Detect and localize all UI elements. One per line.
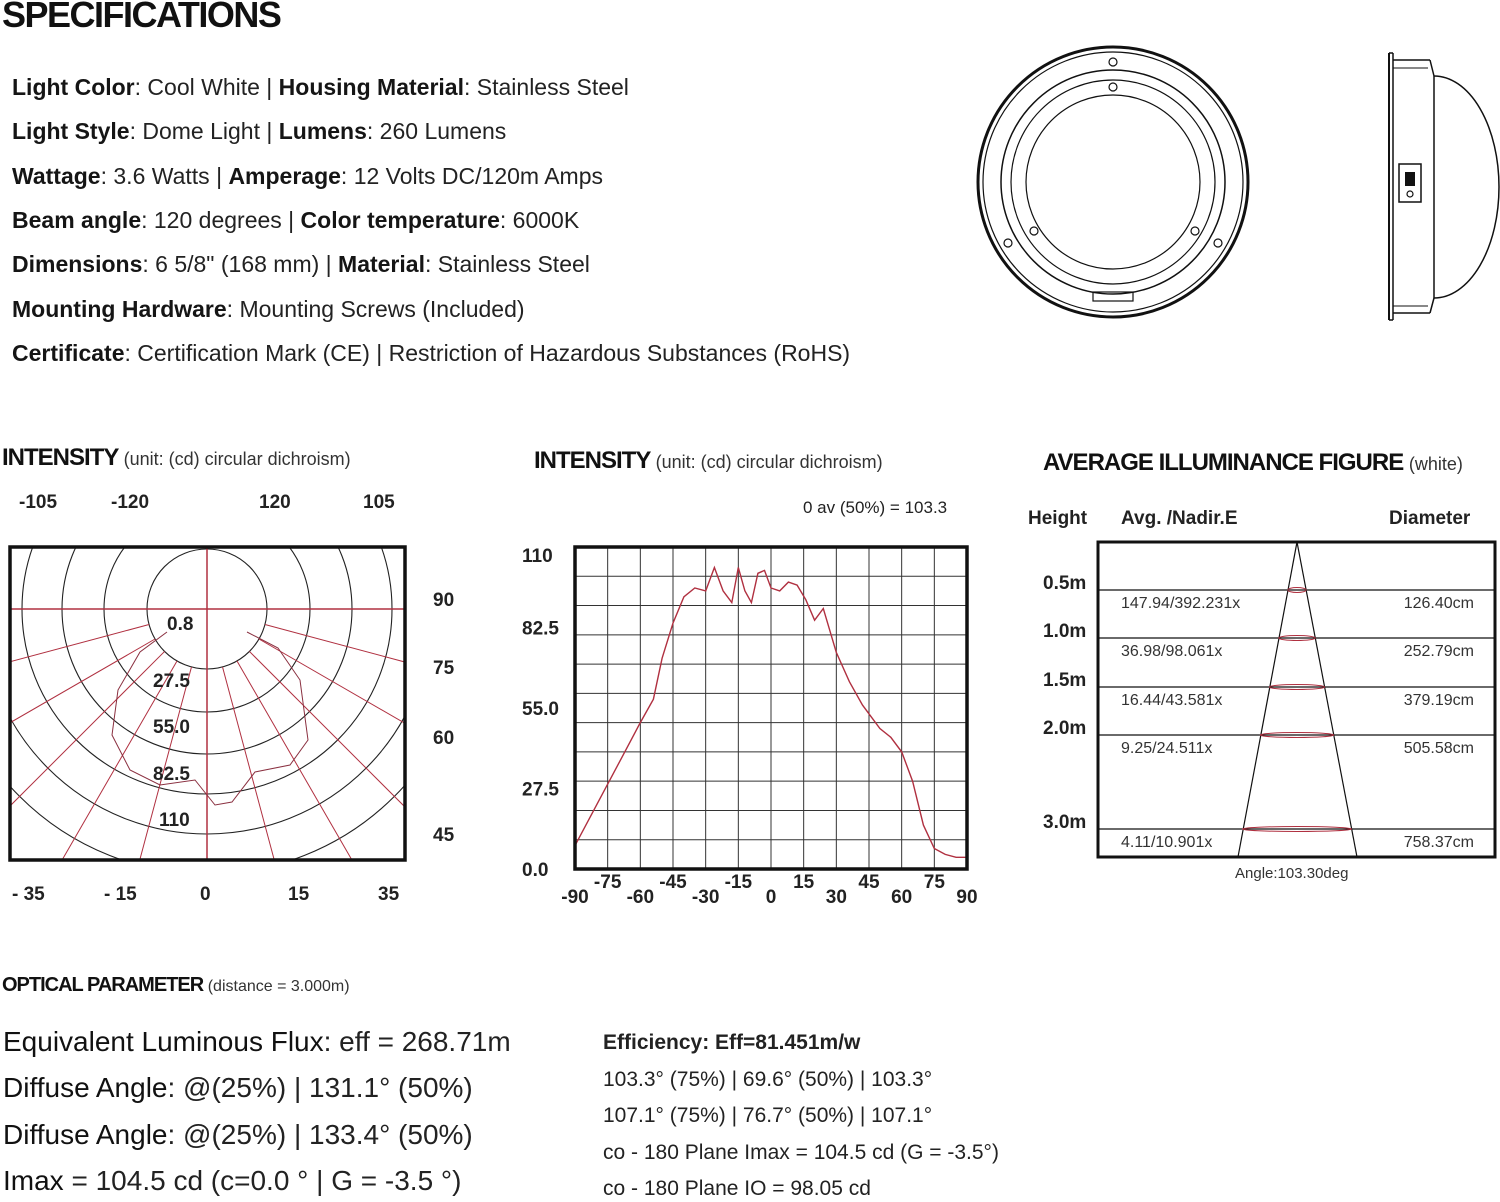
illuminance-heading: AVERAGE ILLUMINANCE FIGURE (white)	[1043, 449, 1463, 476]
polar-spoke	[0, 625, 149, 739]
optical-row	[3, 1072, 473, 1104]
diameter-value: 505.58cm	[1403, 740, 1474, 757]
optical-right-row: 103.3° (75%) | 69.6° (50%) | 103.3°	[603, 1068, 933, 1091]
diameter-value: 379.19cm	[1403, 692, 1474, 709]
spec-key: Light Color	[12, 74, 135, 100]
screw-hole	[1109, 58, 1117, 66]
spec-key: Light Style	[12, 118, 130, 145]
polar-top-label: -105	[19, 492, 58, 513]
polar-spoke	[249, 651, 420, 870]
diameter-value: 252.79cm	[1403, 643, 1474, 660]
x-tick-label: -75	[593, 872, 622, 893]
polar-spoke	[223, 667, 337, 870]
polar-grid	[0, 540, 420, 870]
x-tick-label: 75	[923, 872, 945, 893]
polar-bottom-label: 15	[288, 884, 310, 905]
polar-spoke	[0, 651, 165, 870]
polar-ring-label: 55.0	[153, 717, 190, 738]
polar-bottom-label: 35	[378, 884, 400, 905]
avg-value: 36.98/98.061x	[1121, 643, 1223, 660]
diameter-value: 126.40cm	[1403, 595, 1474, 612]
x-tick-label: 60	[891, 887, 913, 908]
line-chart-heading: INTENSITY (unit: (cd) circular dichroism)	[534, 447, 883, 474]
spec-key: Housing Material	[278, 74, 464, 100]
x-tick-label: -30	[691, 887, 720, 908]
spec-row	[12, 249, 590, 279]
polar-bottom-label: - 15	[104, 884, 137, 905]
x-tick-label: -45	[659, 872, 687, 893]
spec-value: : 6000K	[499, 206, 580, 233]
polar-ring-label: 82.5	[153, 764, 190, 785]
polar-ring-label: 110	[159, 810, 190, 831]
polar-heading: INTENSITY (unit: (cd) circular dichroism)	[2, 444, 351, 471]
optical-heading: OPTICAL PARAMETER (distance = 3.000m)	[2, 974, 350, 996]
dome	[1434, 76, 1499, 298]
optical-value: = 104.5 cd (c=0.0 ° | G = -3.5 °)	[63, 1165, 462, 1196]
col-height: Height	[1028, 508, 1088, 529]
optical-right-row: co - 180 Plane Imax = 104.5 cd (G = -3.5°)	[603, 1141, 999, 1164]
spec-value: : 3.6 Watts |	[100, 162, 229, 189]
spec-value: : 260 Lumens	[366, 118, 507, 145]
spec-row	[12, 294, 525, 324]
polar-spoke	[265, 625, 420, 739]
optical-row	[3, 1119, 473, 1151]
x-tick-label: -90	[561, 887, 589, 908]
screw-hole	[1030, 227, 1038, 235]
avg-value: 9.25/24.511x	[1121, 740, 1213, 757]
avg-value: 147.94/392.231x	[1121, 595, 1241, 612]
x-tick-label: 90	[956, 887, 978, 908]
polar-spoke	[0, 639, 155, 859]
polar-right-label: 60	[433, 728, 455, 749]
polar-top-label: 105	[363, 492, 395, 513]
spec-row	[12, 72, 629, 102]
polar-spoke	[259, 639, 420, 859]
polar-right-label: 90	[433, 590, 455, 611]
optical-value: : @(25%) | 133.4° (50%)	[167, 1119, 473, 1150]
polar-chart	[0, 540, 420, 870]
height-label: 2.0m	[1043, 718, 1087, 739]
spec-row	[12, 116, 506, 146]
y-tick-label: 110	[522, 546, 553, 567]
spec-key: Material	[338, 251, 425, 278]
x-tick-label: 45	[858, 872, 880, 893]
polar-ring	[0, 540, 420, 834]
chart-annotation: 0 av (50%) = 103.3	[803, 498, 948, 517]
avg-value: 16.44/43.581x	[1121, 692, 1223, 709]
polar-ring-label: 27.5	[153, 671, 190, 692]
x-tick-label: 15	[793, 872, 815, 893]
optical-value: : @(25%) | 131.1° (50%)	[167, 1072, 473, 1103]
chart-grid	[575, 547, 967, 869]
spec-value: : Stainless Steel	[424, 251, 590, 278]
lens	[1026, 95, 1200, 269]
spec-key: Lumens	[278, 118, 367, 145]
polar-bottom-label: - 35	[12, 884, 45, 905]
spec-key: Amperage	[228, 162, 341, 189]
spec-value: : Stainless Steel	[463, 74, 629, 100]
height-label: 0.5m	[1043, 573, 1087, 594]
screw-hole	[1109, 83, 1117, 91]
optical-row	[3, 1165, 461, 1197]
diameter-value: 758.37cm	[1403, 834, 1474, 851]
spec-key: Color temperature	[300, 206, 500, 233]
spec-value: : Certification Mark (CE) | Restriction of Hazardous Substances (RoHS)	[124, 339, 851, 366]
optical-key: Imax	[3, 1165, 64, 1196]
col-diameter: Diameter	[1389, 508, 1471, 529]
height-label: 3.0m	[1043, 812, 1087, 833]
screw-hole	[1214, 239, 1222, 247]
angle-label: Angle:103.30deg	[1235, 865, 1349, 882]
x-tick-label: 0	[765, 887, 777, 908]
optical-right-row: 107.1° (75%) | 76.7° (50%) | 107.1°	[603, 1104, 933, 1127]
outer-rim	[978, 47, 1248, 317]
polar-top-label: -120	[111, 492, 150, 513]
spec-value: : 120 degrees |	[141, 206, 301, 233]
side-view-drawing	[1380, 48, 1500, 328]
polar-right-label: 45	[433, 825, 455, 846]
page-title: SPECIFICATIONS	[2, 0, 281, 35]
col-avg: Avg. /Nadir.E	[1121, 508, 1238, 529]
polar-ring-label: 0.8	[167, 614, 194, 635]
spec-key: Mounting Hardware	[12, 295, 227, 322]
y-tick-label: 0.0	[522, 860, 549, 881]
x-tick-label: 30	[825, 887, 847, 908]
illuminance-figure	[1020, 535, 1500, 895]
optical-right-row: co - 180 Plane IO = 98.05 cd	[603, 1177, 871, 1200]
x-tick-label: -15	[724, 872, 753, 893]
spec-key: Wattage	[12, 162, 101, 189]
optical-key: Equivalent Luminous Flux	[3, 1026, 324, 1057]
screw-hole	[1191, 227, 1199, 235]
y-tick-label: 27.5	[522, 779, 559, 801]
y-tick-label: 82.5	[522, 618, 559, 640]
spec-key: Dimensions	[12, 251, 143, 278]
optical-key: Diffuse Angle	[3, 1072, 168, 1103]
spec-key: Certificate	[12, 339, 125, 366]
front-view-drawing	[975, 45, 1255, 320]
polar-top-label: 120	[259, 492, 291, 513]
spec-key: Beam angle	[12, 206, 142, 233]
screw-hole	[1004, 239, 1012, 247]
spec-value: : 12 Volts DC/120m Amps	[340, 162, 603, 189]
height-label: 1.0m	[1043, 621, 1087, 642]
optical-row	[3, 1026, 511, 1058]
avg-value: 4.11/10.901x	[1121, 834, 1213, 851]
height-label: 1.5m	[1043, 670, 1087, 691]
polar-right-label: 75	[433, 658, 455, 679]
spec-value: : Cool White |	[134, 74, 279, 100]
y-tick-label: 55.0	[522, 699, 559, 720]
spec-value: : Mounting Screws (Included)	[226, 295, 525, 322]
polar-bottom-label: 0	[200, 884, 211, 905]
polar-spoke	[237, 661, 420, 870]
spec-row	[12, 205, 579, 235]
x-tick-label: -60	[626, 887, 655, 908]
spec-row	[12, 161, 603, 191]
spec-value: : 6 5/8" (168 mm) |	[142, 251, 339, 278]
spec-value: : Dome Light |	[129, 118, 279, 145]
spec-row	[12, 338, 850, 368]
optical-right-row: Efficiency: Eff=81.451m/w	[603, 1031, 861, 1054]
optical-key: Diffuse Angle	[3, 1119, 168, 1150]
intensity-line-chart	[500, 535, 1000, 915]
optical-value: : eff = 268.71m	[323, 1026, 511, 1057]
